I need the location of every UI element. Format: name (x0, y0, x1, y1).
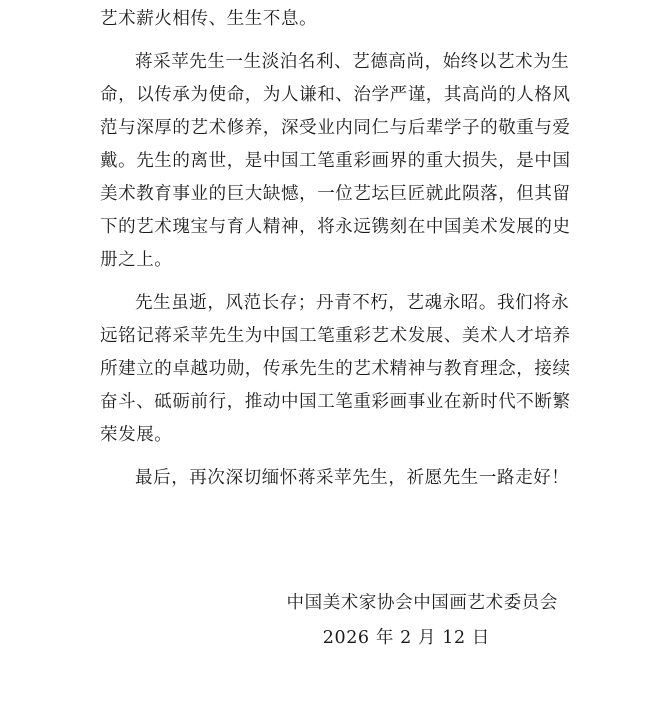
letter-body (100, 0, 571, 495)
paragraph-line: 范与深厚的艺术修养，深受业内同仁与后辈学子的敬重与爱 (100, 118, 571, 138)
paragraph-1 (100, 3, 560, 36)
paragraph-line: 所建立的卓越功勋，传承先生的艺术精神与教育理念，接续 (100, 359, 571, 379)
paragraph-line: 美术教育事业的巨大缺憾，一位艺坛巨匠就此陨落，但其留 (100, 184, 571, 204)
paragraph-line: 册之上。 (100, 250, 173, 270)
paragraph-line: 命，以传承为使命，为人谦和、治学严谨，其高尚的人格风 (100, 85, 571, 105)
paragraph-line: 奋斗、砥砺前行，推动中国工笔重彩画事业在新时代不断繁 (100, 392, 571, 412)
paragraph-4 (100, 462, 570, 495)
paragraph-line: 下的艺术瑰宝与育人精神，将永远镌刻在中国美术发展的史 (100, 217, 571, 237)
paragraph-line: 先生虽逝，风范长存；丹青不朽，艺魂永昭。我们将永 (135, 293, 570, 313)
paragraph-line: 荣发展。 (100, 425, 173, 445)
signature-date: 2026 年 2 月 12 日 (322, 628, 490, 648)
paragraph-line: 戴。先生的离世，是中国工笔重彩画界的重大损失，是中国 (100, 151, 571, 171)
paragraph-3 (100, 287, 571, 452)
paragraph-line: 远铭记蒋采苹先生为中国工笔重彩艺术发展、美术人才培养 (100, 326, 571, 346)
paragraph-line: 蒋采苹先生一生淡泊名利、艺德高尚，始终以艺术为生 (135, 52, 570, 72)
paragraph-line: 艺术薪火相传、生生不息。 (100, 9, 318, 29)
paragraph-line: 最后，再次深切缅怀蒋采苹先生，祈愿先生一路走好！ (135, 468, 570, 488)
paragraph-2 (100, 46, 571, 277)
signature-organization: 中国美术家协会中国画艺术委员会 (286, 593, 558, 613)
